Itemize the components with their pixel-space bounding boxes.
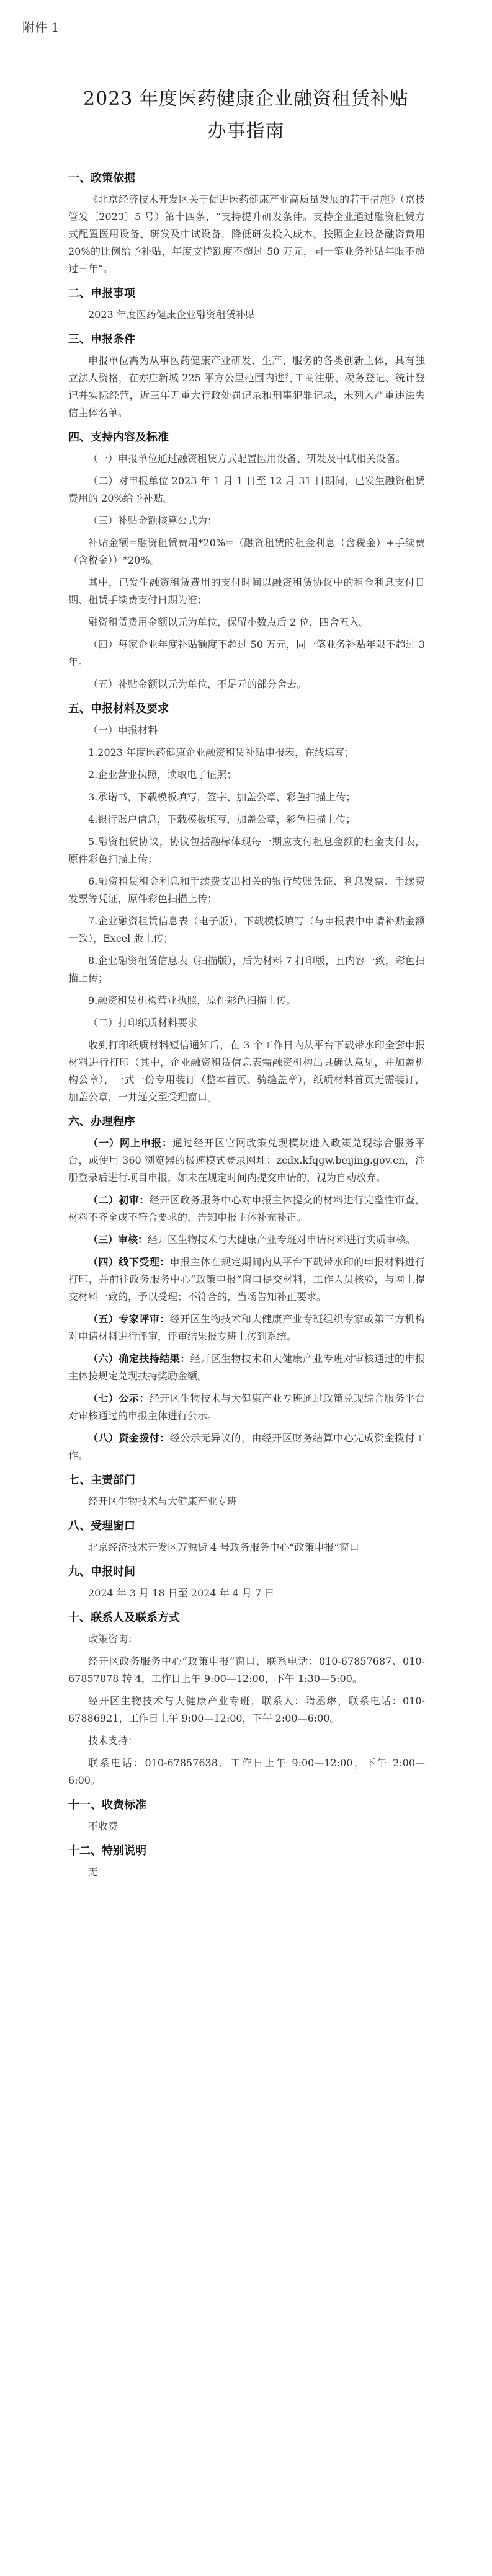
- section-heading: 七、主责部门: [68, 1474, 135, 1487]
- material-item: 9.融资租赁机构营业执照，原件彩色扫描上传。: [88, 994, 297, 1006]
- paragraph: （二）对申报单位 2023 年 1 月 1 日至 12 月 31 日期间，已发生融资租赁费用的 20%给予补贴。: [68, 475, 425, 504]
- section-heading: 三、申报条件: [68, 333, 135, 346]
- step-label: （三）审核：: [88, 1234, 148, 1246]
- paragraph: 北京经济技术开发区万源街 4 号政务服务中心“政策申报”窗口: [88, 1541, 359, 1553]
- section-support-content: [68, 422, 425, 693]
- section-heading: 十二、特别说明: [68, 1844, 146, 1857]
- step-label: （五）专家评审：: [88, 1313, 170, 1325]
- paragraph: 技术支持：: [88, 1735, 138, 1746]
- step-label: （七）公示：: [88, 1392, 150, 1404]
- paragraph: 不收费: [88, 1820, 119, 1832]
- annex-label: 附件 1: [22, 20, 60, 35]
- step-text: 经开区政务服务中心对申报主体提交的材料进行完整性审查，材料不齐全或不符合要求的，告知申报主体补充补正。: [68, 1194, 425, 1223]
- subheading: （一）申报材料: [88, 724, 158, 736]
- procedure-step: [68, 1231, 425, 1249]
- section-special-notes: [68, 1835, 425, 1881]
- section-heading: 五、申报材料及要求: [68, 702, 169, 715]
- procedure-step: [68, 1254, 425, 1306]
- paragraph: 2024 年 3 月 18 日至 2024 年 4 月 7 日: [88, 1587, 275, 1599]
- subheading: （二）打印纸质材料要求: [88, 1017, 198, 1029]
- step-text: 经开区生物技术和大健康产业专班对审核通过的申报主体按规定兑现扶持奖励金额。: [68, 1353, 425, 1382]
- material-item: 4.银行账户信息，下载模板填写，加盖公章，彩色扫描上传；: [88, 813, 356, 825]
- paragraph: （三）补贴金额核算公式为：: [88, 515, 218, 526]
- step-text: 经开区生物技术和大健康产业专班组织专家或第三方机构对申请材料进行评审，评审结果报专班上传到系统。: [68, 1313, 425, 1342]
- subsidy-formula: 补贴金额=融资租赁费用*20%=（融资租赁的租金利息（含税金）+手续费（含税金））*20%。: [68, 537, 425, 566]
- material-item: 3.承诺书，下载模板填写，签字、加盖公章，彩色扫描上传；: [88, 791, 356, 803]
- paragraph: 经开区政务服务中心“政策申报”窗口，联系电话：010-67857687、010-67857878 转 4，工作日上午 9:00—12:00，下午 1:30—5:00。: [68, 1655, 425, 1684]
- procedure-step: [68, 1430, 425, 1464]
- section-procedure: [68, 1106, 425, 1464]
- paragraph: 无: [88, 1866, 99, 1878]
- section-heading: 十一、收费标准: [68, 1799, 146, 1812]
- step-label: （六）确定扶持结果：: [88, 1353, 190, 1365]
- step-label: （八）资金拨付：: [88, 1432, 170, 1444]
- section-application-time: [68, 1556, 425, 1602]
- step-label: （二）初审：: [88, 1194, 150, 1206]
- material-item: 6.融资租赁租金利息和手续费支出相关的银行转账凭证、利息发票、手续费发票等凭证，原件彩色扫描上传；: [68, 875, 425, 905]
- document-subtitle: 办事指南: [207, 120, 285, 142]
- section-heading: 四、支持内容及标准: [68, 431, 169, 444]
- step-label: （四）线下受理：: [88, 1256, 170, 1268]
- paragraph: 经开区生物技术与大健康产业专班: [88, 1495, 238, 1507]
- procedure-step: [68, 1350, 425, 1385]
- material-item: 7.企业融资租赁信息表（电子版），下载模板填写（与申报表中申请补贴金额一致），Excel 版上传；: [68, 915, 425, 944]
- section-acceptance-window: [68, 1510, 425, 1556]
- paragraph: 2023 年度医药健康企业融资租赁补贴: [88, 309, 256, 321]
- section-application-materials: [68, 693, 425, 1106]
- section-heading: 十、联系人及联系方式: [68, 1611, 180, 1624]
- document-body: [68, 162, 425, 1881]
- procedure-step: [68, 1135, 425, 1187]
- paragraph: （一）申报单位通过融资租赁方式配置医用设备、研发及中试相关设备。: [88, 453, 406, 464]
- material-item: 2.企业营业执照，读取电子证照；: [88, 769, 237, 781]
- section-policy-basis: [68, 162, 425, 278]
- step-text: 经开区生物技术与大健康产业专班通过政策兑现综合服务平台对审核通过的申报主体进行公示。: [68, 1392, 425, 1422]
- material-item: 1.2023 年度医药健康企业融资租赁补贴申报表，在线填写；: [88, 746, 355, 758]
- step-text: 申报主体在规定期间内从平台下载带水印的申报材料进行打印，并前往政务服务中心“政策申报”窗口提交材料，工作人员核验，与网上提交材料一致的，予以受理；不符合的，当场告知补正要求。: [68, 1256, 425, 1303]
- document-title: 2023 年度医药健康企业融资租赁补贴: [83, 88, 409, 110]
- section-heading: 二、申报事项: [68, 287, 135, 300]
- paragraph: 《北京经济技术开发区关于促进医药健康产业高质量发展的若干措施》（京技管发〔2023〕5 号）第十四条，“支持提升研发条件。支持企业通过融资租赁方式配置医用设备、研发及中试设备，降低研发投入成本。按照企业设备融资费用 20%的比例给予补贴，年度支持额度不超过 50 万元，同一笔业务补贴年限不超过三年”。: [68, 193, 425, 275]
- step-text: 通过经开区官网政策兑现模块进入政策兑现综合服务平台，或使用 360 浏览器的极速模式登录网址：zcdx.kfqgw.beijing.gov.cn，注册登录后进行项目申报，如未在规定时间内提交申请的，视为自动放弃。: [68, 1137, 425, 1184]
- procedure-step: [68, 1311, 425, 1345]
- section-contacts: [68, 1602, 425, 1789]
- section-application-item: [68, 278, 425, 324]
- paragraph: 申报单位需为从事医药健康产业研发、生产、服务的各类创新主体，具有独立法人资格，在亦庄新城 225 平方公里范围内进行工商注册、税务登记、统计登记并实际经营，近三年无重大行政处罚记录和刑事犯罪记录，未列入严重违法失信主体名单。: [68, 355, 425, 418]
- paragraph: 融资租赁费用金额以元为单位，保留小数点后 2 位，四舍五入。: [88, 616, 369, 628]
- step-text: 经公示无异议的，由经开区财务结算中心完成资金拨付工作。: [68, 1432, 425, 1461]
- material-item: 8.企业融资租赁信息表（扫描版），后为材料 7 打印版，且内容一致，彩色扫描上传；: [68, 955, 425, 984]
- section-heading: 六、办理程序: [68, 1115, 135, 1128]
- paragraph: 联系电话：010-67857638，工作日上午 9:00—12:00，下午 2:00—6:00。: [68, 1757, 425, 1786]
- section-responsible-department: [68, 1464, 425, 1510]
- paragraph: （五）补贴金额以元为单位，不足元的部分舍去。: [88, 678, 307, 690]
- paragraph: 政策咨询：: [88, 1633, 138, 1645]
- material-item: 5.融资租赁协议，协议包括融标体现每一期应支付租息金额的租金支付表，原件彩色扫描上传；: [68, 836, 425, 865]
- paragraph: 其中，已发生融资租赁费用的支付时间以融资租赁协议中的租金利息支付日期、租赁手续费支付日期为准；: [68, 577, 425, 606]
- step-label: （一）网上申报：: [88, 1137, 172, 1149]
- paragraph: 收到打印纸质材料短信通知后，在 3 个工作日内从平台下载带水印全套申报材料进行打印（其中，企业融资租赁信息表需融资机构出具确认意见，并加盖机构公章），一式一份专用装订（整本首页、骑缝盖章），纸质材料首页无需装订，加盖公章，一并递交至受理窗口。: [68, 1039, 425, 1103]
- procedure-step: [68, 1192, 425, 1226]
- step-text: 经开区生物技术与大健康产业专班对申请材料进行实质审核。: [148, 1234, 416, 1246]
- section-heading: 一、政策依据: [68, 172, 135, 185]
- procedure-step: [68, 1390, 425, 1425]
- section-fees: [68, 1789, 425, 1835]
- section-application-conditions: [68, 324, 425, 422]
- paragraph: 经开区生物技术与大健康产业专班，联系人：隋丞琳，联系电话：010-67886921，工作日上午 9:00—12:00，下午 2:00—6:00。: [68, 1695, 425, 1724]
- section-heading: 九、申报时间: [68, 1565, 135, 1578]
- paragraph: （四）每家企业年度补贴额度不超过 50 万元，同一笔业务补贴年限不超过 3 年。: [68, 639, 425, 668]
- section-heading: 八、受理窗口: [68, 1520, 135, 1533]
